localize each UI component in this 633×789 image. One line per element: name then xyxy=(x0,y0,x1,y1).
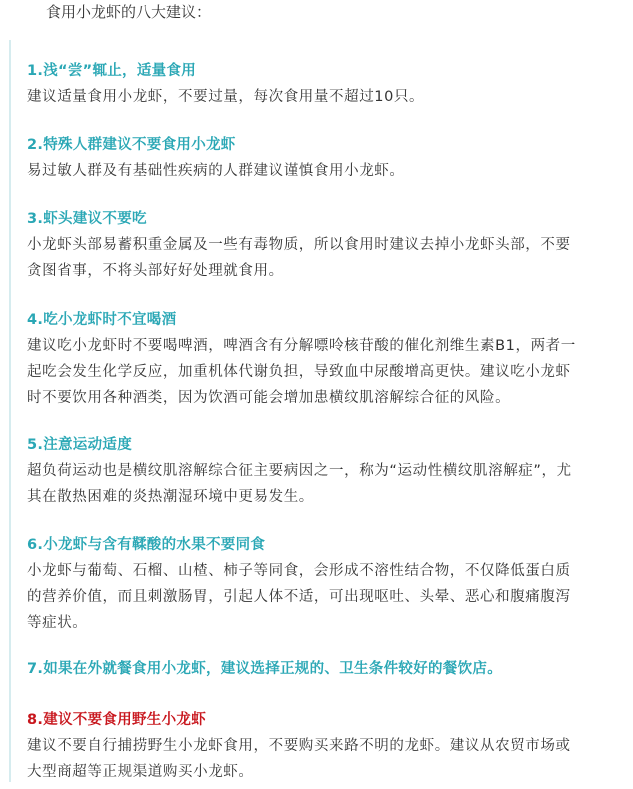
advice-panel xyxy=(9,40,621,782)
advice-body-line: 时不要饮用各种酒类，因为饮酒可能会增加患横纹肌溶解综合征的风险。 xyxy=(27,390,511,406)
advice-title-4: 4.吃小龙虾时不宜喝酒 xyxy=(27,312,177,328)
intro-heading: 食用小龙虾的八大建议： xyxy=(46,3,212,21)
advice-body-2 xyxy=(27,158,619,184)
advice-title-1: 1.浅“尝”辄止，适量食用 xyxy=(27,63,197,79)
advice-body-line: 小龙虾头部易蓄积重金属及一些有毒物质，所以食用时建议去掉小龙虾头部，不要 xyxy=(27,237,571,253)
advice-section-4 xyxy=(27,307,619,411)
advice-body-6 xyxy=(27,558,619,636)
advice-body-4 xyxy=(27,333,619,411)
advice-body-line: 的营养价值，而且刺激肠胃，引起人体不适，可出现呕吐、头晕、恶心和腹痛腹泻 xyxy=(27,589,571,605)
advice-title-3: 3.虾头建议不要吃 xyxy=(27,211,147,227)
advice-title-7: 7.如果在外就餐食用小龙虾，建议选择正规的、卫生条件较好的餐饮店。 xyxy=(27,661,502,677)
advice-body-3 xyxy=(27,232,619,284)
advice-body-line: 建议不要自行捕捞野生小龙虾食用，不要购买来路不明的龙虾。建议从农贸市场或 xyxy=(27,738,571,754)
advice-body-5 xyxy=(27,458,619,510)
advice-body-line: 贪图省事，不将头部好好处理就食用。 xyxy=(27,263,284,279)
advice-body-1 xyxy=(27,84,619,110)
advice-body-8 xyxy=(27,733,619,785)
advice-body-line: 起吃会发生化学反应，加重机体代谢负担，导致血中尿酸增高更快。建议吃小龙虾 xyxy=(27,364,571,380)
advice-body-line: 建议吃小龙虾时不要喝啤酒，啤酒含有分解嘌呤核苷酸的催化剂维生素B1，两者一 xyxy=(27,338,576,354)
advice-title-2: 2.特殊人群建议不要食用小龙虾 xyxy=(27,137,236,153)
advice-body-line: 易过敏人群及有基础性疾病的人群建议谨慎食用小龙虾。 xyxy=(27,163,405,179)
advice-section-7 xyxy=(27,656,619,682)
advice-section-6 xyxy=(27,532,619,636)
advice-section-2 xyxy=(27,132,619,184)
advice-body-line: 等症状。 xyxy=(27,615,88,631)
advice-body-line: 大型商超等正规渠道购买小龙虾。 xyxy=(27,764,254,780)
advice-section-1 xyxy=(27,58,619,110)
advice-title-6: 6.小龙虾与含有鞣酸的水果不要同食 xyxy=(27,537,266,553)
advice-body-line: 小龙虾与葡萄、石榴、山楂、柿子等同食，会形成不溶性结合物，不仅降低蛋白质 xyxy=(27,563,571,579)
advice-title-5: 5.注意运动适度 xyxy=(27,437,132,453)
advice-section-8 xyxy=(27,707,619,785)
advice-section-5 xyxy=(27,432,619,510)
advice-body-line: 其在散热困难的炎热潮湿环境中更易发生。 xyxy=(27,489,314,505)
advice-body-line: 建议适量食用小龙虾，不要过量，每次食用量不超过10只。 xyxy=(27,89,425,105)
advice-section-3 xyxy=(27,206,619,284)
advice-title-8: 8.建议不要食用野生小龙虾 xyxy=(27,712,206,728)
advice-body-line: 超负荷运动也是横纹肌溶解综合征主要病因之一，称为“运动性横纹肌溶解症”，尤 xyxy=(27,463,572,479)
